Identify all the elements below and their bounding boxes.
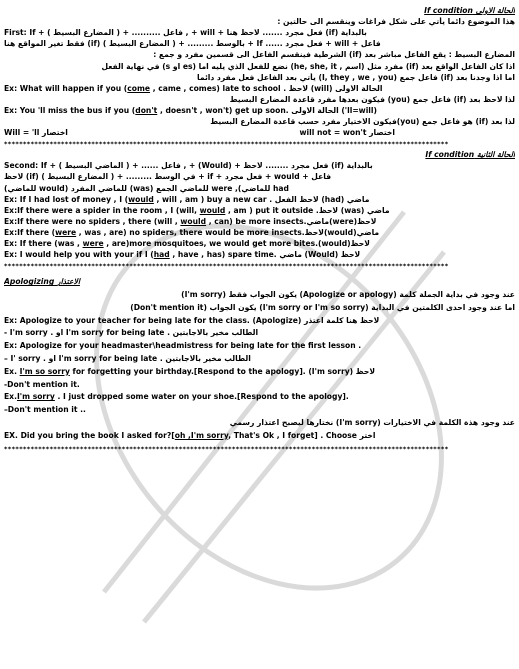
section1-line-9: Ex: You 'll miss the bus if you (don't , doesn't , won't) get up soon. الحالة الاولى ('ll=will) xyxy=(4,105,377,115)
divider-2: ********************************************************************************************************************* xyxy=(4,262,449,271)
section1-line-10: لذا بعد (if) هو فاعل جمع (you)فيكون الاختيار مفرد حسب قاعدة المضارع البسيط xyxy=(210,117,515,126)
section2-line-4: Ex: If I had lost of money , I (would , will , am ) buy a new car . لاحظ الفعل (had) ماضي xyxy=(4,194,370,204)
section2-line-7: Ex:If there (were , was , are) no spiders, there would be more insects.لاحظ(would)ماضي xyxy=(4,227,380,237)
section3-line-4: - I'm sorry . او I'm sorry for being late . الطالب مخير بالاجابتين xyxy=(4,328,259,338)
section1-line-5: اذا كان الفاعل الواقع بعد (if) مفرد مثل (اسم , he, she, it) نضع للفعل الذي يليه اما (es او s) في نهاية الفعل xyxy=(101,61,515,71)
section1-line-1: هذا الموضوع دائما يأتي على شكل فراغات وينقسم الى حالتين : xyxy=(277,17,515,27)
section1-line-2: First: If + ( المضارع البسيط ) + .......... فاعل , + will + فعل مجرد ....... لاحظ هنا (if) بالبداية xyxy=(4,28,367,38)
divider-3: ********************************************************************************************************************* xyxy=(4,444,449,453)
section2-line-8: Ex: If there (was , were , are)more mosquitoes, we would get more bites.(would)لاحظ xyxy=(4,239,370,248)
divider-1: ********************************************************************************************************************* xyxy=(4,140,449,149)
section3-line-8: -Don't mention it. xyxy=(4,379,80,389)
section1-line-8: لذا لاحظ بعد (if) فاعل جمع (you) فيكون بعدها مفرد قاعدة المضارع البسيط xyxy=(229,94,515,104)
section2-line-3: (للماضي would) للماضي المفرد (was) للماضي الجمع were ,(للماضي had xyxy=(4,183,289,193)
section3-line-10: –Don't mention it .. xyxy=(4,405,86,415)
section1-line-7: Ex: What will happen if you (come , came , comes) late to school . لاحظ (will) الحالة الاولى xyxy=(4,83,383,93)
section3-line-1: عند وجود في بداية الجملة كلمة (Apologize or apology) يكون الجواب فقط (I'm sorry) xyxy=(181,290,515,299)
section3-line-3: Ex: Apologize to your teacher for being late for the class. (Apologize) لاحظ هنا كلمة اعتذر xyxy=(4,315,380,325)
abbrev-left: Will = 'll اختصار xyxy=(4,128,68,138)
section2-line-1: Second: If + ( الماضي البسيط ) + ...... فاعل , + (Would) + فعل مجرد ........ لاحظ (if) بالبداية xyxy=(4,161,373,171)
abbrev-right: will not = won't اختصار xyxy=(299,128,395,138)
section3-line-0: Apologizing الاعتذار xyxy=(4,277,80,287)
section1-line-6: اما اذا وجدنا بعد (if) فاعل جمع (I, they , we , you) يأتي بعد الفاعل فعل مفرد دائما xyxy=(197,72,515,82)
section2-line-0: الحالة الثانية If condition xyxy=(425,150,515,160)
section3-line-5: Ex: Apologize for your headmaster\headmistress for being late for the first lesson . xyxy=(4,341,362,351)
section3-line-9: Ex.I'm sorry . I just dropped some water on your shoe.[Respond to the apology]. xyxy=(4,392,349,402)
section1-line-0: الحالة الاولى If condition xyxy=(424,6,515,15)
section1-line-3: فقط تغير المواقع هنا (if) بالوسط ......... + ( المضارع البسيط ) + If ...... فعل مجرد + will + فاعل xyxy=(4,39,381,49)
section2-line-2: لاحظ (if) في الوسط ......... + ( المضارع البسيط ) + if + فعل مجرد + would + فاعل xyxy=(4,172,332,182)
section1-line-4: المضارع البسيط : يقع الفاعل مباشر بعد (if) الشرطية فينقسم الفاعل الى قسمين مفرد و جمع : xyxy=(153,50,515,60)
section3-line-6: – I' sorry . او I'm sorry for being late . الطالب مخير بالاجابتين xyxy=(4,354,251,363)
section3-line-12: EX. Did you bring the book I asked for?[oh ,I'm sorry, That's Ok , I forget] . Choose اختر xyxy=(4,430,376,440)
section2-line-5: Ex:If there were a spider in the room , I (will, would , am ) put it outside .لاحظ (was) ماضي xyxy=(4,205,390,215)
section2-line-9: Ex: I would help you with your if I (had , have , has) spare time. ماضي (Would) لاحظ xyxy=(4,250,361,260)
section3-line-2: اما عند وجود احدى الكلمتين في البداية (I'm sorry or I'm so sorry) يكون الجواب (Don't mention it) xyxy=(130,302,515,312)
section2-line-6: Ex:If there were no spiders , there (will , would , can) be more insects.ماضي(were)لاحظ xyxy=(4,216,377,226)
worksheet-page xyxy=(4,2,515,667)
section1-line-11 xyxy=(4,128,515,138)
section3-line-11: عند وجود هذة الكلمة في الاختيارات (I'm sorry) نختارها ليصبح اعتذار رسمي xyxy=(229,418,515,427)
section3-line-7: Ex. I'm so sorry for forgetting your birthday.[Respond to the apology]. (I'm sorry) لاحظ xyxy=(4,366,376,376)
